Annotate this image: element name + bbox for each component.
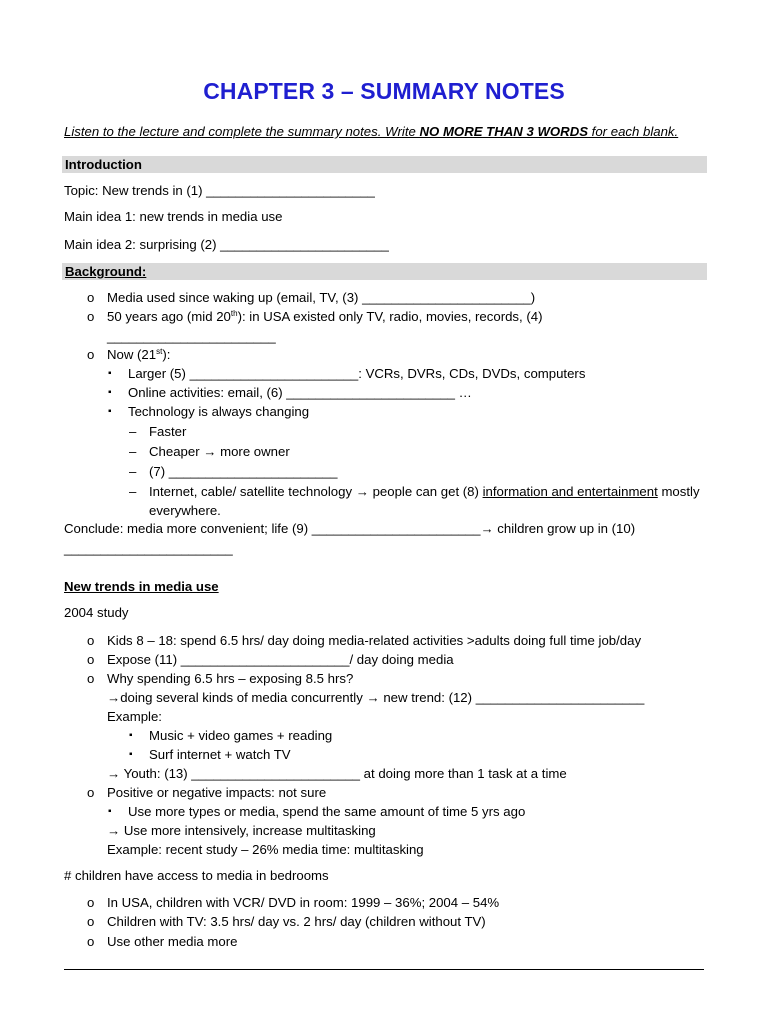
square-bullet-icon: ▪ xyxy=(129,749,133,760)
underlined-answer: information and entertainment xyxy=(482,484,658,499)
list-item-text: 50 years ago (mid 20 xyxy=(107,309,231,324)
list-item-text: ): xyxy=(162,347,171,362)
study-label: 2004 study xyxy=(64,605,129,620)
dash-bullet-icon: – xyxy=(129,444,137,459)
list-item-continuation: → Youth: (13) _______________________ at doing more than 1 task at a time xyxy=(107,766,567,781)
list-item xyxy=(107,347,170,363)
square-bullet-icon: ▪ xyxy=(108,806,112,817)
footer-rule xyxy=(64,969,704,970)
dash-list-item xyxy=(149,484,700,500)
example-label: Example: xyxy=(107,709,162,724)
sub-list-item: Use more types or media, spend the same amount of time 5 yrs ago xyxy=(128,804,526,819)
square-bullet-icon: ▪ xyxy=(108,406,112,417)
sub-list-item: Technology is always changing xyxy=(128,404,310,419)
circle-bullet-icon: o xyxy=(87,934,95,949)
circle-bullet-icon: o xyxy=(87,347,95,362)
circle-bullet-icon: o xyxy=(87,633,95,648)
sub-list-item: Larger (5) _______________________: VCRs, DVRs, CDs, DVDs, computers xyxy=(128,366,586,381)
section-heading-label: Introduction xyxy=(65,157,142,172)
circle-bullet-icon: o xyxy=(87,914,95,929)
section-heading-new-trends: New trends in media use xyxy=(64,579,219,594)
square-bullet-icon: ▪ xyxy=(129,730,133,741)
list-item: Why spending 6.5 hrs – exposing 8.5 hrs? xyxy=(107,671,354,686)
instructions-text: Listen to the lecture and complete the summary notes. Write xyxy=(64,124,420,139)
bedrooms-heading: # children have access to media in bedrooms xyxy=(64,868,329,883)
list-item: Media used since waking up (email, TV, (3) _______________________) xyxy=(107,290,536,305)
list-item: Kids 8 – 18: spend 6.5 hrs/ day doing media-related activities >adults doing full time job/day xyxy=(107,633,642,648)
page-title: CHAPTER 3 – SUMMARY NOTES xyxy=(203,78,565,104)
list-item: Children with TV: 3.5 hrs/ day vs. 2 hrs/ day (children without TV) xyxy=(107,914,486,929)
dash-list-item: Cheaper → more owner xyxy=(149,444,290,459)
main-idea-2: Main idea 2: surprising (2) _______________________ xyxy=(64,237,389,252)
dash-bullet-icon: – xyxy=(129,484,137,499)
list-item: Positive or negative impacts: not sure xyxy=(107,785,327,800)
dash-list-item-continuation: everywhere. xyxy=(149,503,221,518)
square-bullet-icon: ▪ xyxy=(108,387,112,398)
list-item xyxy=(107,309,542,325)
circle-bullet-icon: o xyxy=(87,671,95,686)
conclusion: Conclude: media more convenient; life (9) _______________________→ children grow up in (10) xyxy=(64,521,636,536)
dash-bullet-icon: – xyxy=(129,464,137,479)
conclusion-continuation: _______________________ xyxy=(64,541,233,556)
list-item-continuation: → Use more intensively, increase multitasking xyxy=(107,823,376,838)
list-item-continuation: →doing several kinds of media concurrently → new trend: (12) _______________________ xyxy=(107,690,645,705)
list-item-text: mostly xyxy=(657,484,700,499)
list-item: Expose (11) _______________________/ day doing media xyxy=(107,652,454,667)
instructions-text-end: for each blank. xyxy=(588,124,679,139)
circle-bullet-icon: o xyxy=(87,309,95,324)
sub-list-item: Online activities: email, (6) _______________________ … xyxy=(128,385,472,400)
section-heading-background xyxy=(62,263,707,280)
circle-bullet-icon: o xyxy=(87,895,95,910)
dash-bullet-icon: – xyxy=(129,424,137,439)
section-heading-label: Background: xyxy=(65,264,147,279)
list-item: Use other media more xyxy=(107,934,238,949)
instructions xyxy=(64,124,678,139)
section-heading-introduction xyxy=(62,156,707,173)
topic-line: Topic: New trends in (1) _______________________ xyxy=(64,183,375,198)
list-item: In USA, children with VCR/ DVD in room: 1999 – 36%; 2004 – 54% xyxy=(107,895,500,910)
list-item-continuation: Example: recent study – 26% media time: multitasking xyxy=(107,842,424,857)
list-item-text: Internet, cable/ satellite technology → people can get (8) xyxy=(149,484,483,499)
circle-bullet-icon: o xyxy=(87,290,95,305)
list-item-text: ): in USA existed only TV, radio, movies, records, (4) xyxy=(237,309,543,324)
superscript: th xyxy=(230,309,238,318)
list-item-text: Now (21 xyxy=(107,347,157,362)
square-bullet-icon: ▪ xyxy=(108,368,112,379)
sub-list-item: Surf internet + watch TV xyxy=(149,747,291,762)
circle-bullet-icon: o xyxy=(87,652,95,667)
instructions-emphasis: NO MORE THAN 3 WORDS xyxy=(419,124,589,139)
superscript: st xyxy=(156,347,163,356)
circle-bullet-icon: o xyxy=(87,785,95,800)
dash-list-item: Faster xyxy=(149,424,187,439)
dash-list-item: (7) _______________________ xyxy=(149,464,338,479)
main-idea-1: Main idea 1: new trends in media use xyxy=(64,209,283,224)
list-item-continuation: _______________________ xyxy=(107,329,276,344)
sub-list-item: Music + video games + reading xyxy=(149,728,333,743)
